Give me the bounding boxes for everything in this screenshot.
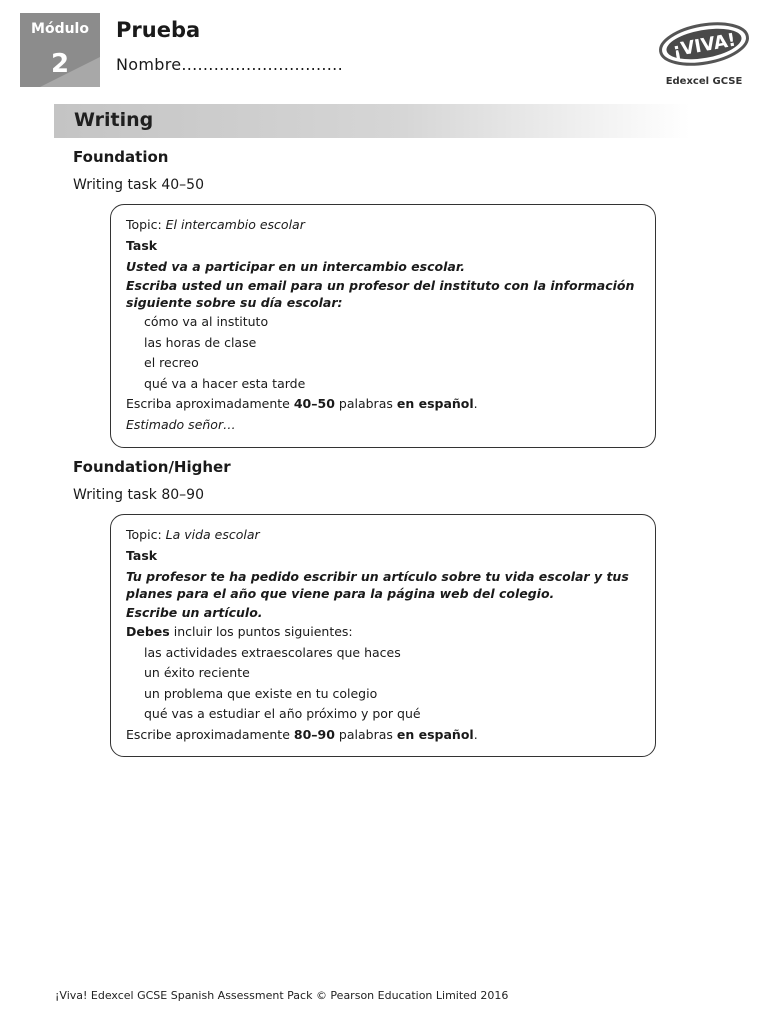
list-item: [126, 353, 641, 374]
word-count-language: en español: [396, 396, 474, 411]
list-item-text: un problema que existe en tu colegio: [144, 685, 378, 701]
logo-text: ¡VIVA!: [671, 29, 738, 62]
word-count-end: .: [473, 396, 478, 411]
logo-badge-icon: [652, 12, 756, 74]
page-title: Prueba: [116, 18, 201, 42]
foundation-higher-task-line: Writing task 80–90: [73, 487, 204, 503]
list-item: [126, 312, 641, 333]
name-label: Nombre: [116, 55, 182, 74]
must-label: Debes: [126, 624, 170, 639]
must-include-line: [126, 622, 641, 643]
list-item: [126, 684, 641, 705]
list-item-text: el recreo: [144, 355, 199, 370]
footer-copyright: ¡Viva! Edexcel GCSE Spanish Assessment Pack © Pearson Education Limited 2016: [55, 989, 509, 1002]
word-count-prefix: Escribe aproximadamente: [126, 726, 290, 742]
word-count-prefix: Escriba aproximadamente: [126, 396, 290, 411]
word-count-mid: palabras: [338, 726, 393, 742]
module-badge: [20, 13, 100, 87]
list-item-text: un éxito reciente: [144, 665, 250, 680]
list-item: [126, 704, 641, 725]
list-item: [126, 643, 641, 664]
task-intro: Tu profesor te ha pedido escribir un artículo sobre tu vida escolar y tus planes para el año que viene para la página web del colegio.: [126, 569, 629, 601]
list-item: [126, 663, 641, 684]
word-count-language: en español: [396, 726, 474, 742]
task-label: Task: [126, 547, 158, 563]
word-count-line: [126, 725, 641, 746]
list-item-text: qué vas a estudiar el año próximo y por qué: [144, 706, 421, 721]
topic-line: [126, 215, 641, 236]
list-item-text: qué va a hacer esta tarde: [144, 375, 306, 391]
topic-label: Topic:: [126, 527, 162, 542]
foundation-heading: Foundation: [73, 148, 169, 166]
topic-line: [126, 525, 641, 546]
section-banner: [54, 104, 690, 138]
task-label: Task: [126, 237, 158, 253]
word-count-value: 80–90: [293, 726, 335, 742]
must-rest: incluir los puntos siguientes:: [173, 624, 353, 639]
word-count-end: .: [473, 726, 478, 742]
module-number: 2: [50, 49, 70, 79]
section-banner-title: Writing: [74, 109, 154, 131]
word-count-mid: palabras: [338, 396, 393, 411]
foundation-task-box: [110, 204, 656, 448]
foundation-task-line: Writing task 40–50: [73, 177, 204, 193]
list-item: [126, 333, 641, 354]
task-instruction: Escriba usted un email para un profesor del instituto con la información siguiente sobre su día escolar:: [126, 278, 635, 310]
logo-subtitle: Edexcel GCSE: [665, 76, 743, 87]
list-item: [126, 374, 641, 395]
topic-label: Topic:: [126, 217, 162, 232]
list-item-text: las actividades extraescolares que haces: [144, 644, 401, 660]
word-count-value: 40–50: [293, 396, 335, 411]
foundation-higher-task-box: [110, 514, 656, 757]
list-item-text: las horas de clase: [144, 334, 257, 350]
topic-value: La vida escolar: [165, 527, 260, 542]
viva-logo: [652, 12, 756, 88]
name-dots: ..............................: [181, 55, 343, 74]
greeting: Estimado señor…: [126, 416, 236, 432]
task-instruction: Escribe un artículo.: [126, 605, 263, 620]
foundation-higher-heading: Foundation/Higher: [73, 458, 231, 476]
task-intro: Usted va a participar en un intercambio escolar.: [126, 259, 465, 274]
module-label: Módulo: [31, 21, 89, 37]
name-field: [116, 55, 343, 74]
topic-value: El intercambio escolar: [165, 217, 305, 232]
list-item-text: cómo va al instituto: [144, 314, 269, 329]
word-count-line: [126, 394, 641, 415]
